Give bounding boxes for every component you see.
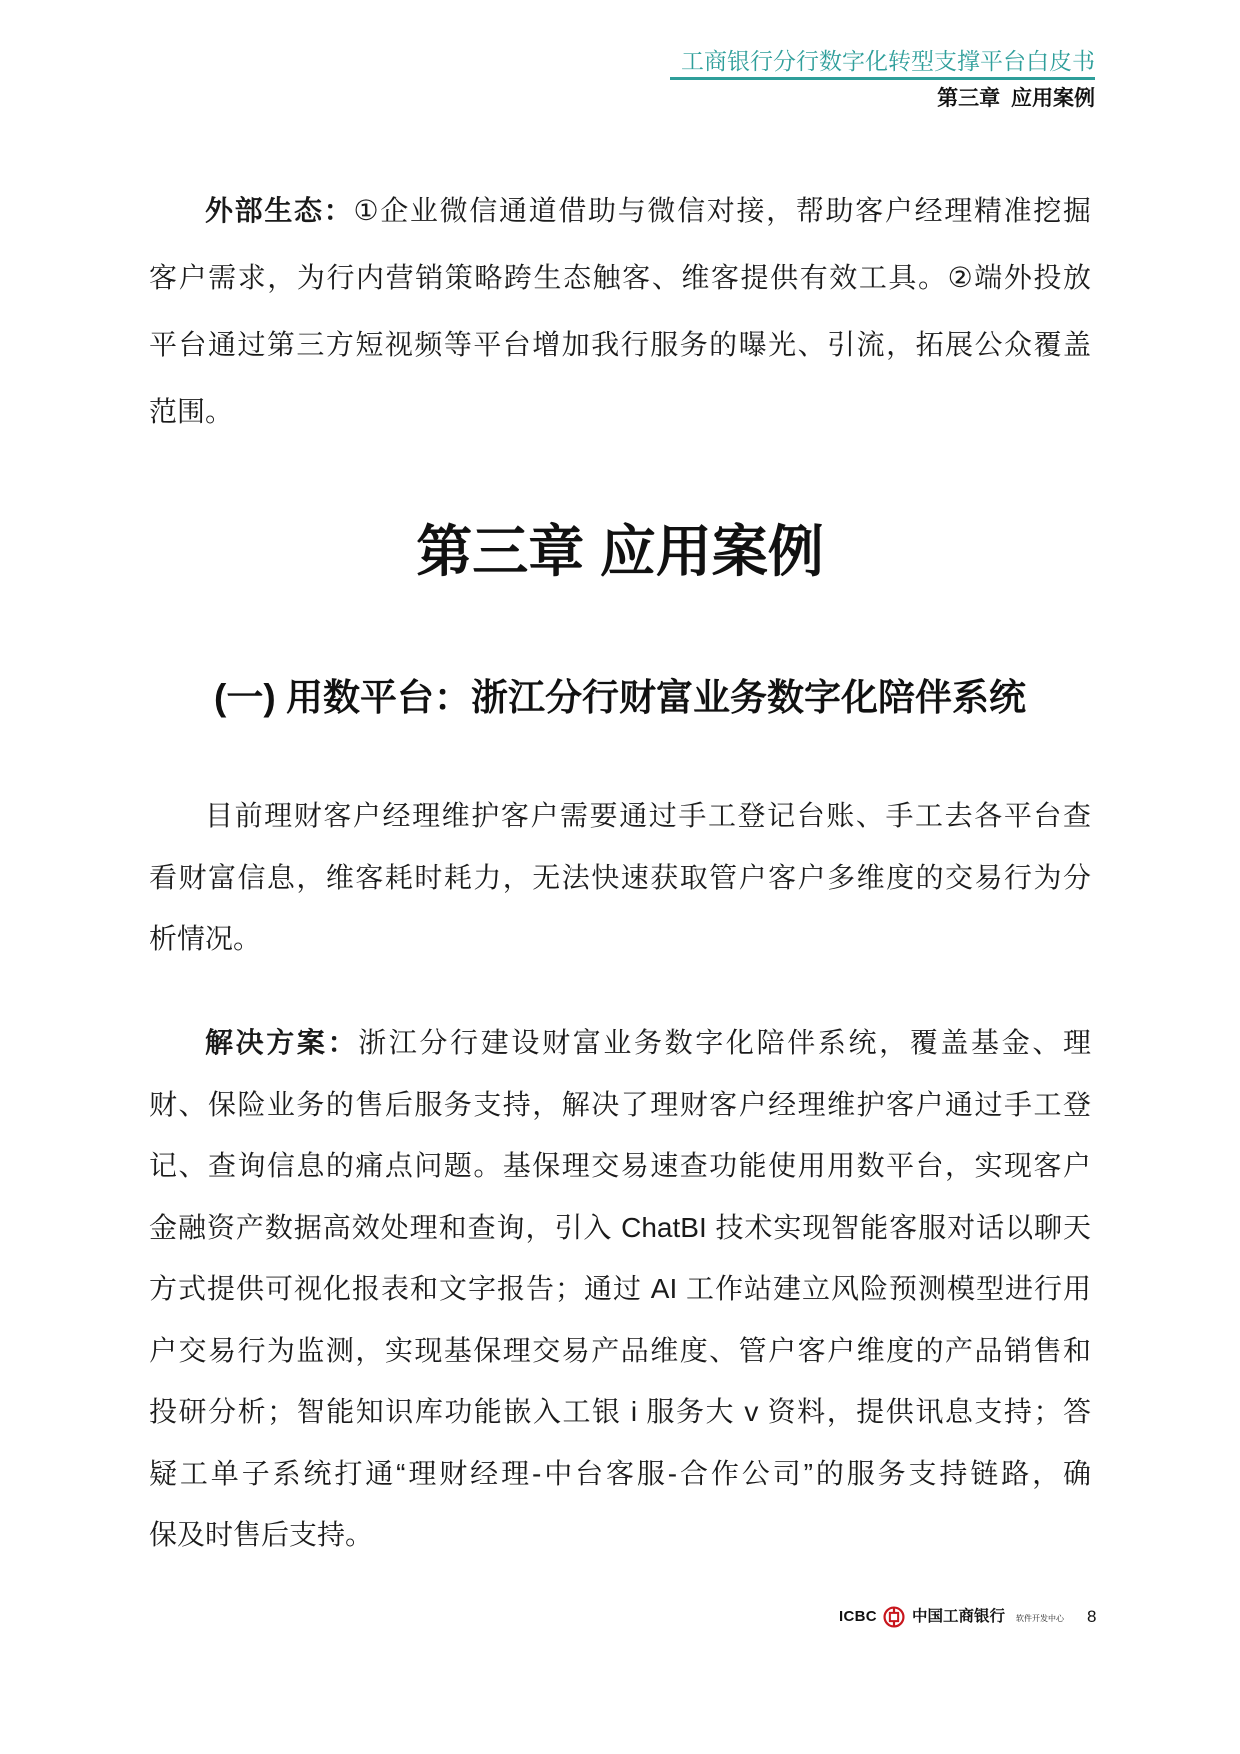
paragraph-line: 金融资产数据高效处理和查询，引入 ChatBI 技术实现智能客服对话以聊天 — [149, 1211, 1091, 1243]
document-title: 工商银行分行数字化转型支撑平台白皮书 — [681, 48, 1095, 74]
icbc-logo-icon — [883, 1606, 905, 1628]
paragraph-line: 平台通过第三方短视频等平台增加我行服务的曝光、引流，拓展公众覆盖 — [149, 329, 1091, 360]
paragraph-line — [149, 177, 1091, 244]
section-heading: (一) 用数平台：浙江分行财富业务数字化陪伴系统 — [214, 677, 1026, 718]
paragraph-line: 记、查询信息的痛点问题。基保理交易速查功能使用用数平台，实现客户 — [149, 1150, 1091, 1181]
paragraph-text: ①企业微信通道借助与微信对接，帮助客户经理精准挖掘 — [353, 195, 1091, 226]
paragraph-line: 户交易行为监测，实现基保理交易产品维度、管户客户维度的产品销售和 — [149, 1334, 1091, 1366]
header-chapter-label: 第三章 应用案例 — [937, 87, 1095, 110]
brand-name: 中国工商银行 — [912, 1608, 1006, 1625]
department-name: 软件开发中心 — [1016, 1614, 1064, 1623]
page-number: 8 — [1087, 1607, 1097, 1626]
solution-paragraph — [149, 1012, 1091, 1566]
paragraph-lead: 解决方案： — [205, 1027, 359, 1058]
paragraph-line: 财、保险业务的售后服务支持，解决了理财客户经理维护客户通过手工登 — [149, 1088, 1091, 1120]
chapter-title: 第三章 应用案例 — [416, 520, 824, 583]
paragraph-lead: 外部生态： — [205, 195, 354, 226]
external-ecosystem-paragraph — [149, 177, 1091, 445]
paragraph-text: 浙江分行建设财富业务数字化陪伴系统，覆盖基金、理 — [358, 1027, 1091, 1058]
paragraph-line: 保及时售后支持。 — [149, 1519, 374, 1550]
paragraph-line: 目前理财客户经理维护客户需要通过手工登记台账、手工去各平台查 — [205, 800, 1091, 831]
paragraph-line: 范围。 — [149, 396, 234, 427]
brand-abbreviation: ICBC — [839, 1608, 877, 1625]
paragraph-line: 析情况。 — [149, 923, 262, 954]
paragraph-line: 疑工单子系统打通“理财经理-中台客服-合作公司”的服务支持链路，确 — [149, 1457, 1091, 1489]
paragraph-line: 客户需求，为行内营销策略跨生态触客、维客提供有效工具。②端外投放 — [149, 262, 1091, 293]
background-paragraph — [149, 785, 1091, 970]
paragraph-line: 方式提供可视化报表和文字报告；通过 AI 工作站建立风险预测模型进行用 — [149, 1273, 1091, 1304]
header-rule — [670, 77, 1095, 80]
paragraph-line: 投研分析；智能知识库功能嵌入工银 i 服务大 v 资料，提供讯息支持；答 — [149, 1396, 1091, 1427]
paragraph-line: 看财富信息，维客耗时耗力，无法快速获取管户客户多维度的交易行为分 — [149, 861, 1091, 893]
paragraph-line — [149, 1012, 1091, 1074]
